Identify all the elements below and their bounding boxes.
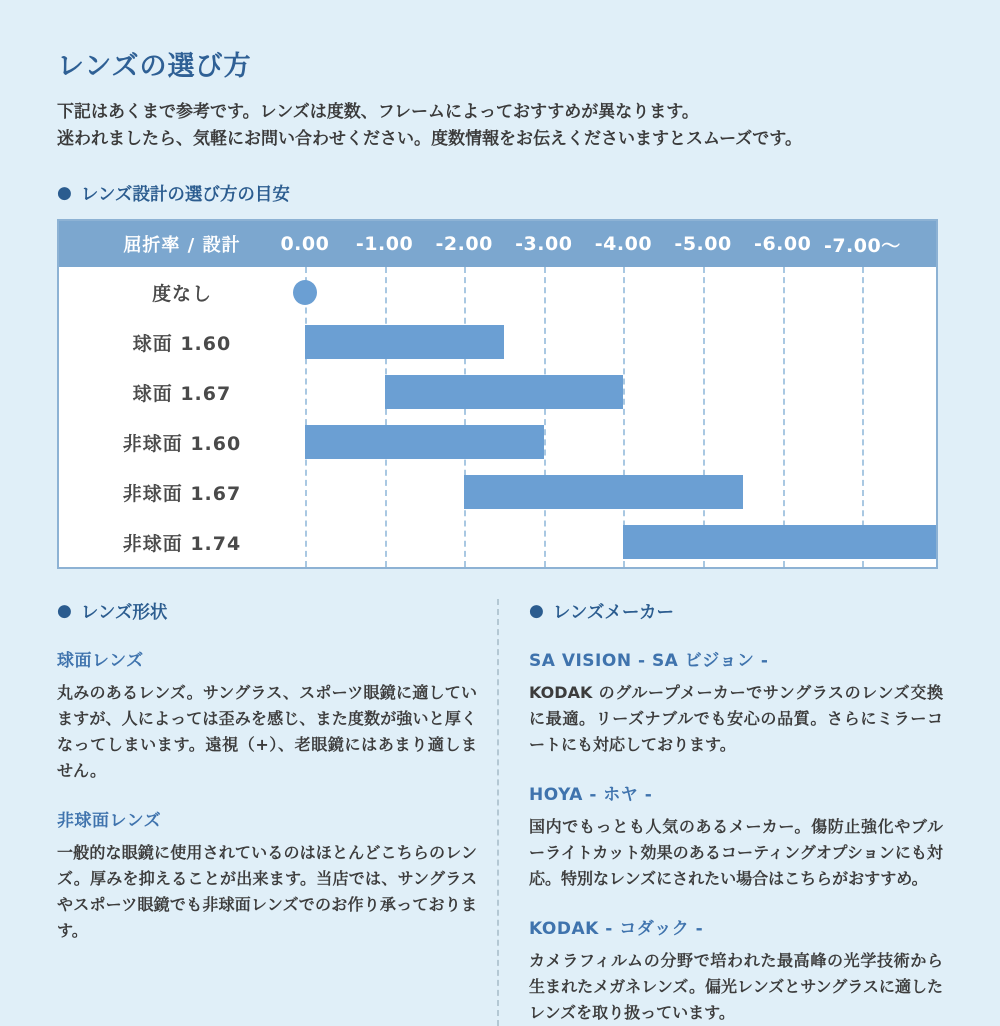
sub-item-title: 非球面レンズ	[57, 811, 162, 831]
bullet-icon: ●	[57, 601, 72, 622]
chart-row	[59, 517, 936, 567]
shape-section-heading-label: レンズ形状	[80, 603, 168, 624]
bullet-icon: ●	[57, 183, 72, 204]
axis-tick-label: 0.00	[280, 233, 330, 256]
info-columns	[57, 599, 943, 1025]
chart-row-label: 球面 1.67	[132, 382, 232, 405]
maker-section-heading-label: レンズメーカー	[552, 603, 675, 624]
chart-row-label: 球面 1.60	[132, 332, 232, 355]
lens-design-chart	[57, 219, 938, 569]
chart-row	[59, 317, 936, 367]
chart-row-label: 非球面 1.74	[122, 532, 242, 555]
chart-section-heading-label: レンズ設計の選び方の目安	[80, 185, 290, 206]
range-bar	[305, 325, 504, 359]
sub-item-body: 丸みのあるレンズ。サングラス、スポーツ眼鏡に適していますが、人によっては歪みを感じ、また度数が強いと厚くなってしまいます。遠視（+）、老眼鏡にはあまり適しません。	[57, 683, 477, 781]
maker-section-heading	[529, 599, 943, 624]
sub-item-body: KODAK のグループメーカーでサングラスのレンズ交換に最適。リーズナブルでも安心の品質。さらにミラーコートにも対応しております。	[529, 683, 943, 755]
axis-tick-label: -5.00	[674, 233, 732, 256]
sub-item-body: カメラフィルムの分野で培われた最高峰の光学技術から生まれたメガネレンズ。偏光レンズとサングラスに適したレンズを取り扱っています。	[529, 950, 943, 1022]
sub-item-title: 球面レンズ	[57, 651, 144, 672]
chart-row-label: 非球面 1.67	[122, 482, 242, 505]
chart-plot-area	[59, 267, 936, 567]
sub-item-title: HOYA - ホヤ -	[529, 785, 653, 806]
sub-item-title: KODAK - コダック -	[529, 918, 704, 939]
intro-line-1: 下記はあくまで参考です。レンズは度数、フレームによっておすすめが異なります。	[57, 102, 699, 122]
axis-tick-label: -2.00	[435, 233, 493, 256]
axis-tick-label: -4.00	[594, 233, 653, 256]
range-bar	[464, 475, 743, 509]
axis-tick-label: -6.00	[754, 233, 812, 256]
axis-tick-label: -3.00	[515, 233, 573, 256]
chart-row	[59, 267, 936, 317]
lens-design-section	[57, 181, 943, 569]
chart-row	[59, 467, 936, 517]
chart-corner-label: 屈折率 / 設計	[123, 235, 241, 257]
maker-item-savision	[529, 646, 943, 758]
chart-row	[59, 367, 936, 417]
shape-item-spherical	[57, 646, 477, 784]
chart-section-heading	[57, 181, 943, 206]
lens-shape-column	[57, 599, 497, 1025]
page-title: レンズの選び方	[57, 51, 252, 82]
shape-item-aspherical	[57, 806, 477, 944]
sub-item-body: 一般的な眼鏡に使用されているのはほとんどこちらのレンズ。厚みを抑えることが出来ます。当店では、サングラスやスポーツ眼鏡でも非球面レンズでのお作り承っております。	[57, 843, 477, 940]
intro-line-2: 迷われましたら、気軽にお問い合わせください。度数情報をお伝えくださいますとスムーズです。	[57, 129, 802, 150]
range-bar	[623, 525, 936, 559]
chart-header-row	[59, 221, 936, 267]
maker-item-hoya	[529, 780, 943, 892]
range-bar	[385, 375, 624, 409]
range-bar	[305, 425, 544, 459]
chart-row	[59, 417, 936, 467]
lens-maker-column	[499, 599, 943, 1025]
axis-tick-label: -1.00	[355, 233, 414, 256]
sub-item-body: 国内でもっとも人気のあるメーカー。傷防止強化やブルーライトカット効果のあるコーティングオプションにも対応。特別なレンズにされたい場合はこちらがおすすめ。	[529, 817, 943, 888]
bullet-icon: ●	[529, 601, 544, 622]
shape-section-heading	[57, 599, 477, 624]
axis-tick-label: -7.00～	[823, 234, 901, 257]
intro-text	[57, 99, 943, 153]
chart-row-label: 度なし	[151, 282, 212, 305]
sub-item-title: SA VISION - SA ビジョン -	[529, 651, 769, 672]
maker-item-kodak	[529, 914, 943, 1026]
chart-row-label: 非球面 1.60	[122, 432, 242, 455]
point-marker	[293, 280, 317, 305]
